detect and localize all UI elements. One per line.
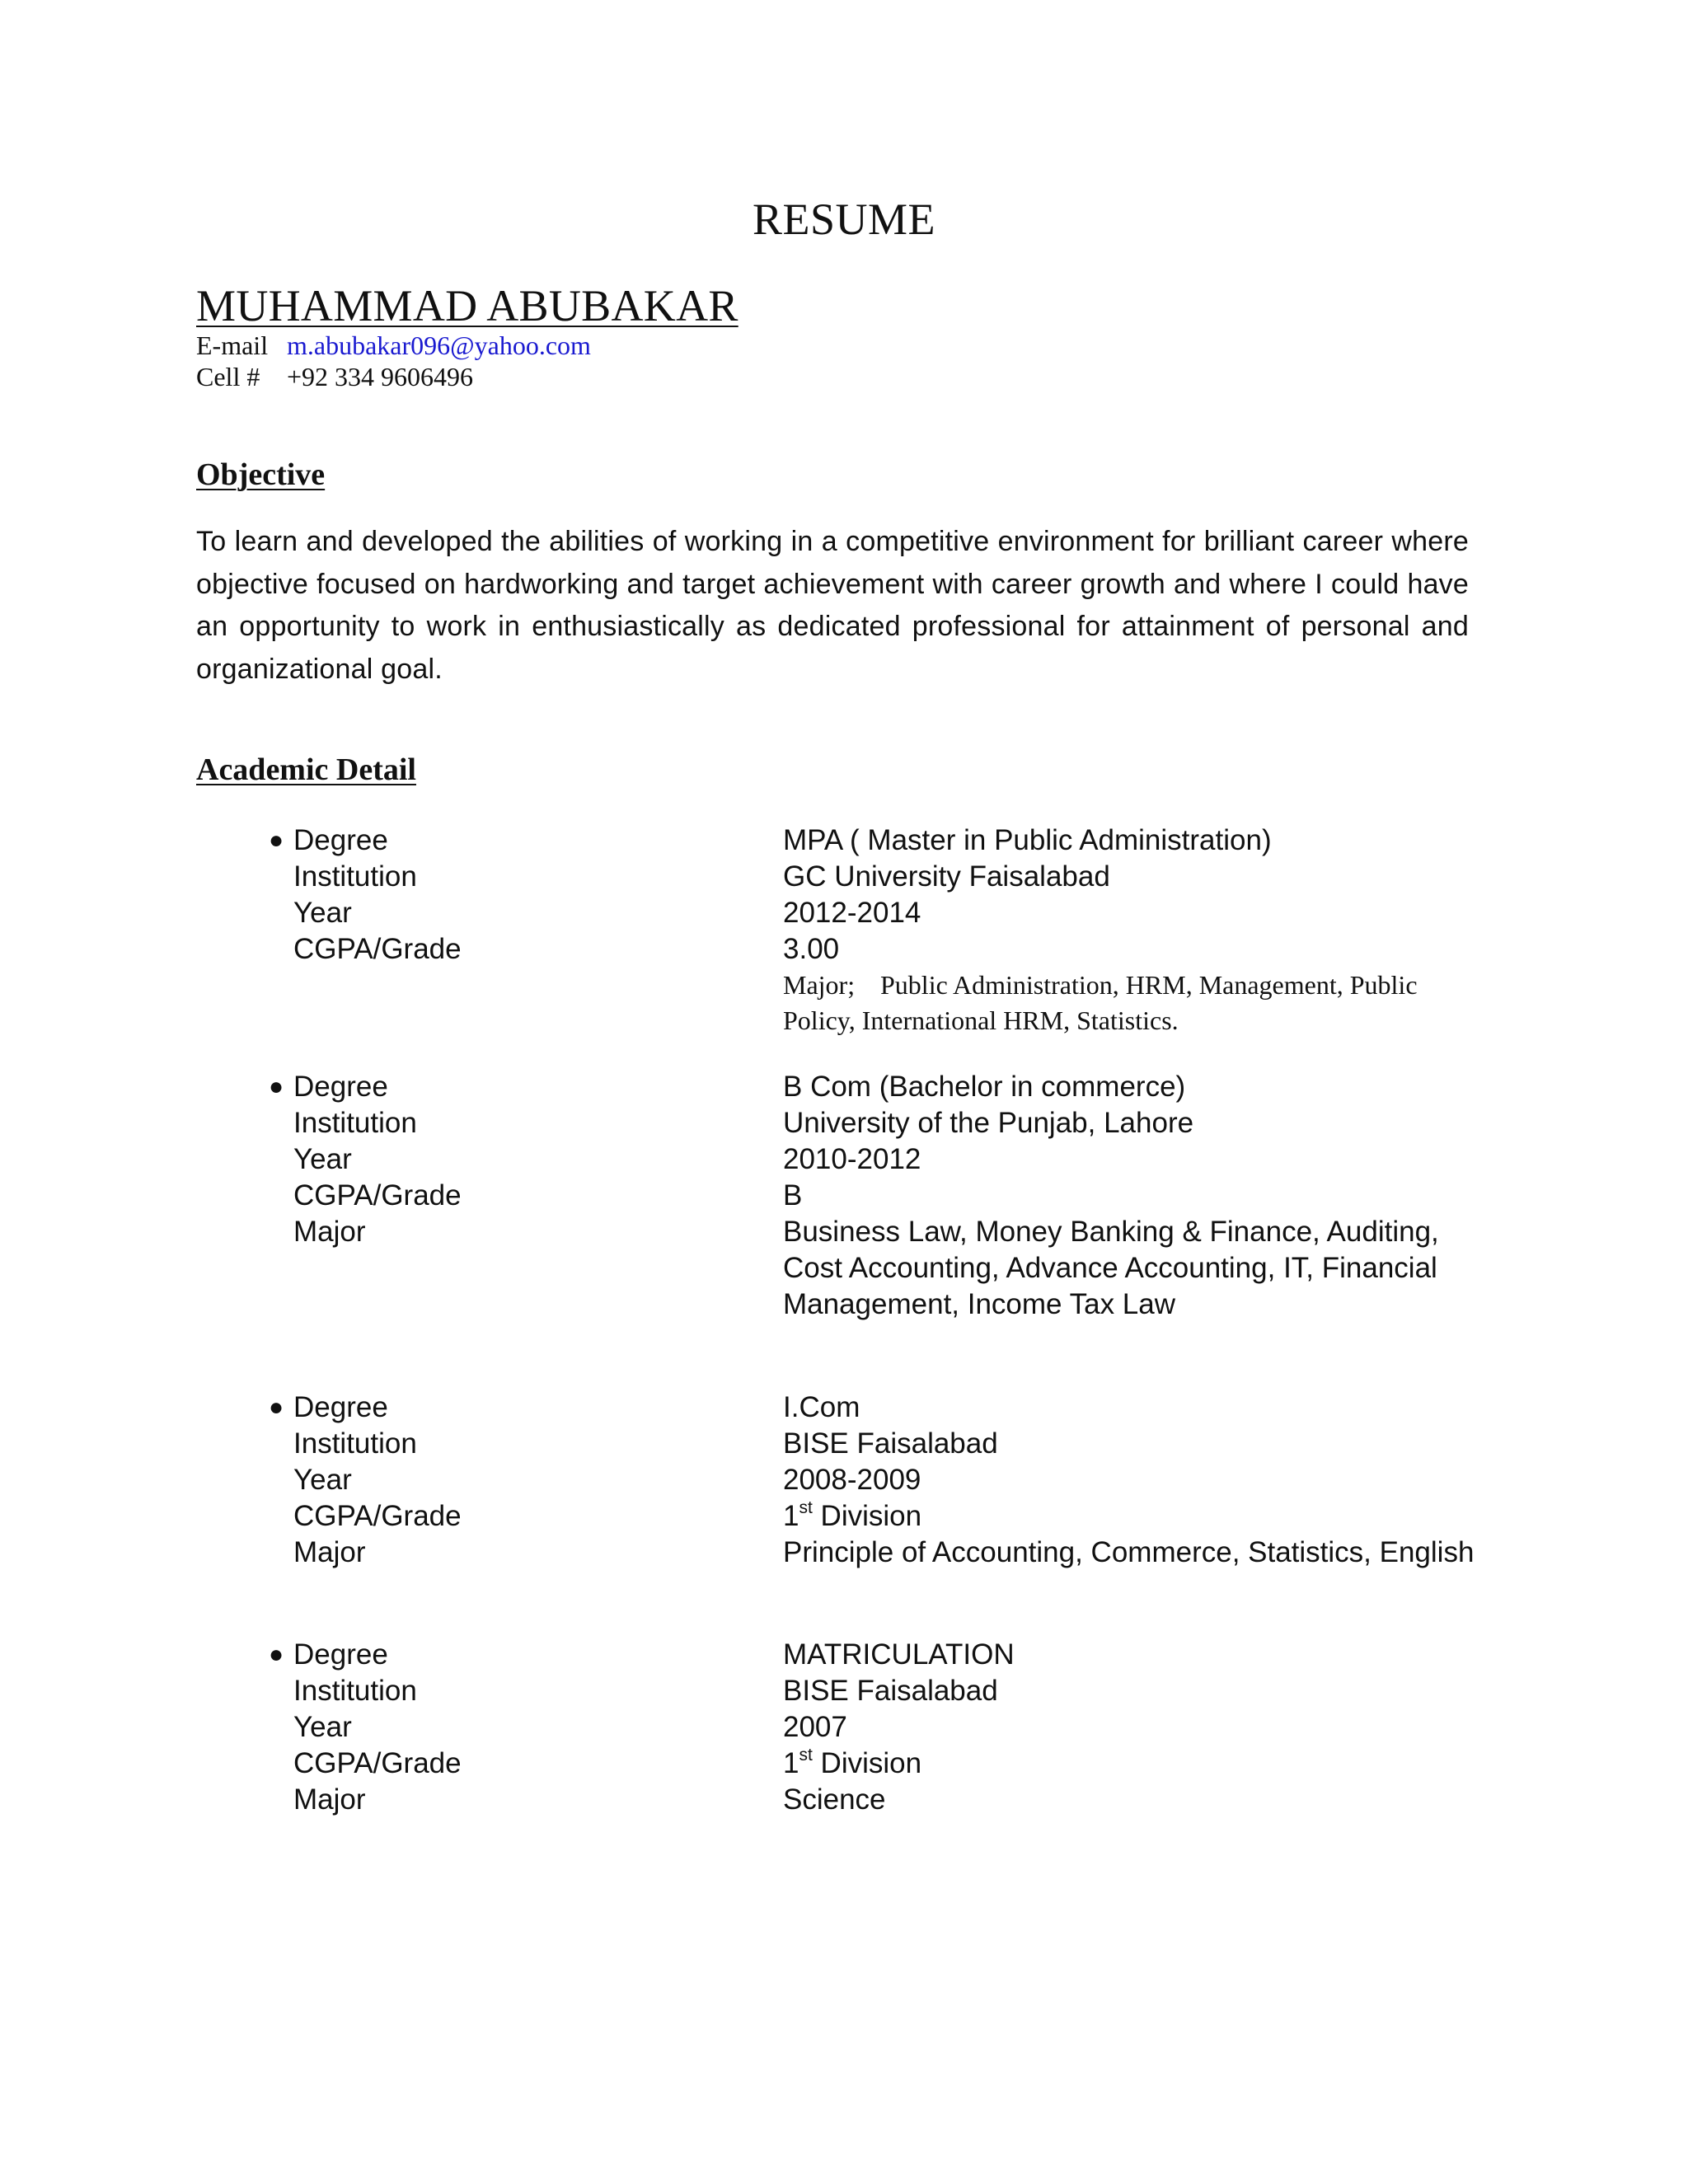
email-link[interactable]: m.abubakar096@yahoo.com [287,330,591,360]
academic-heading: Academic Detail [196,752,416,787]
major-label: Major; [783,970,856,1000]
grade-value: B [783,1179,803,1212]
bullet-icon: ● [269,1394,284,1421]
bullet-icon: ● [269,1073,284,1100]
degree-row [0,823,1688,859]
objective-heading: Objective [196,457,326,492]
major-label: Major [293,1216,366,1248]
major-row [0,1782,1688,1818]
year-value: 2010-2012 [783,1143,921,1175]
degree-row [0,1637,1688,1673]
institution-row [0,1105,1688,1141]
person-name: MUHAMMAD ABUBAKAR [196,281,738,330]
major-value: Public Administration, HRM, Management, Public Policy, International HRM, Statistics. [783,970,1418,1035]
degree-value: I.Com [783,1391,860,1423]
degree-value: MATRICULATION [783,1638,1015,1671]
year-row [0,895,1688,931]
year-row [0,1141,1688,1178]
institution-label: Institution [293,860,417,893]
year-label: Year [293,1464,352,1496]
degree-value: B Com (Bachelor in commerce) [783,1071,1186,1103]
year-label: Year [293,897,352,929]
grade-row [0,1498,1688,1535]
institution-value: GC University Faisalabad [783,860,1110,893]
institution-value: University of the Punjab, Lahore [783,1107,1194,1139]
institution-label: Institution [293,1675,417,1707]
institution-label: Institution [293,1427,417,1460]
year-value: 2012-2014 [783,897,921,929]
document-title: RESUME [752,194,936,244]
major-value: Principle of Accounting, Commerce, Statistics, English [783,1536,1475,1568]
grade-label: CGPA/Grade [293,933,462,965]
cell-line [196,361,473,392]
email-label: E-mail [196,330,269,360]
year-value: 2007 [783,1711,847,1743]
degree-value: MPA ( Master in Public Administration) [783,824,1272,856]
degree-label: Degree [293,824,388,856]
institution-row [0,1673,1688,1709]
major-value: Science [783,1783,886,1816]
year-row [0,1709,1688,1746]
institution-label: Institution [293,1107,417,1139]
institution-row [0,859,1688,895]
grade-value: 1st Division [783,1746,922,1779]
grade-row [0,1178,1688,1214]
email-line [196,330,591,361]
major-label: Major [293,1536,366,1568]
institution-value: BISE Faisalabad [783,1675,998,1707]
year-row [0,1462,1688,1498]
major-text [783,968,1459,1038]
year-label: Year [293,1711,352,1743]
grade-label: CGPA/Grade [293,1747,462,1779]
grade-value: 1st Division [783,1498,922,1532]
grade-label: CGPA/Grade [293,1500,462,1532]
bullet-icon: ● [269,1641,284,1668]
cell-label: Cell # [196,362,260,391]
institution-value: BISE Faisalabad [783,1427,998,1460]
cell-number: +92 334 9606496 [287,362,474,391]
major-row [0,1535,1688,1571]
degree-label: Degree [293,1638,388,1671]
grade-value: 3.00 [783,933,840,965]
major-label: Major [293,1783,366,1816]
grade-label: CGPA/Grade [293,1179,462,1212]
degree-row [0,1069,1688,1105]
bullet-icon: ● [269,827,284,854]
degree-row [0,1390,1688,1426]
grade-row [0,1746,1688,1782]
grade-row [0,931,1688,968]
year-label: Year [293,1143,352,1175]
degree-label: Degree [293,1071,388,1103]
objective-text: To learn and developed the abilities of working in a competitive environment for brilliant career where objective focused on hardworking and target achievement with career growth and where I could have an opportunity to work in enthusiastically as dedicated professional for attainment of personal and organizational goal. [196,526,1469,685]
major-value: Business Law, Money Banking & Finance, Auditing, Cost Accounting, Advance Accounting, IT, Financial Management, Income Tax Law [783,1216,1439,1320]
year-value: 2008-2009 [783,1464,921,1496]
degree-label: Degree [293,1391,388,1423]
institution-row [0,1426,1688,1462]
